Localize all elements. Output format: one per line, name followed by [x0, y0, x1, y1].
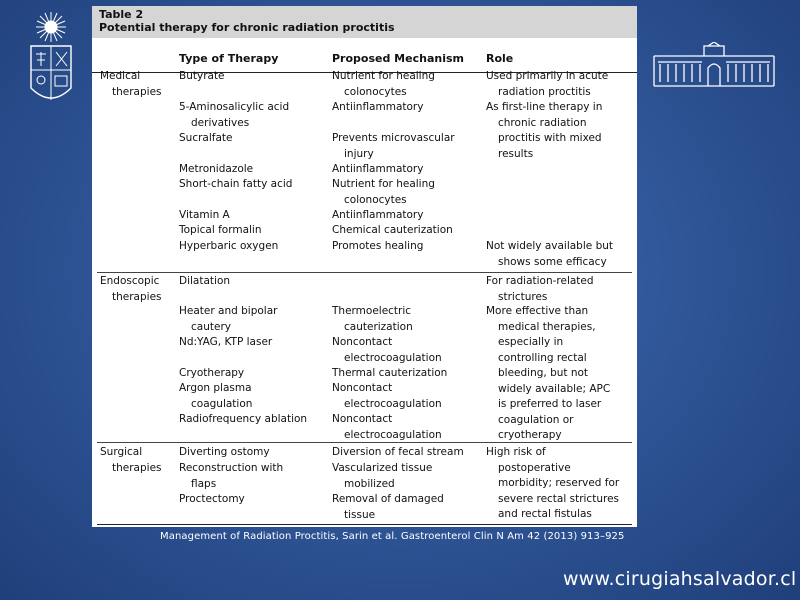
list-item: Diverting ostomy: [179, 446, 270, 458]
list-item: Butyrate: [179, 70, 225, 82]
category-surgical: Surgical therapies: [100, 446, 162, 474]
list-item: Reconstruction with flaps: [179, 462, 284, 490]
list-item: Nd:YAG, KTP laser: [179, 336, 273, 348]
list-item: Metronidazole: [179, 163, 254, 175]
list-item: Promotes healing: [332, 240, 424, 252]
list-item: Sucralfate: [179, 132, 233, 144]
list-item: Removal of damaged tissue: [332, 493, 444, 521]
table-title: Potential therapy for chronic radiation proctitis: [99, 21, 395, 34]
list-item: As first-line therapy in chronic radiation proctitis with mixed results: [486, 101, 603, 160]
list-item: Prevents microvascular injury: [332, 132, 455, 160]
source-caption: Management of Radiation Proctitis, Sarin et al. Gastroenterol Clin N Am 42 (2013) 913–925: [160, 531, 625, 542]
list-item: Antiinflammatory: [332, 209, 424, 221]
list-item: Heater and bipolar cautery: [179, 305, 278, 333]
list-item: Vitamin A: [179, 209, 230, 221]
list-item: Antiinflammatory: [332, 163, 424, 175]
list-item: More effective than medical therapies, especially in controlling rectal bleeding, but not widely available; APC is preferred to laser coagulation or cryotherapy: [486, 305, 611, 441]
header-type: Type of Therapy: [179, 52, 279, 65]
table-header-bar: [92, 6, 637, 38]
list-item: Used primarily in acute radiation proctitis: [486, 70, 609, 98]
list-item: Noncontact electrocoagulation: [332, 336, 442, 364]
group-divider: [97, 272, 632, 273]
hospital-building-logo: [652, 42, 776, 90]
list-item: For radiation-related strictures: [486, 275, 594, 303]
category-medical: Medical therapies: [100, 70, 162, 98]
list-item: Chemical cauterization: [332, 224, 453, 236]
list-item: Antiinflammatory: [332, 101, 424, 113]
list-item: Noncontact electrocoagulation: [332, 382, 442, 410]
list-item: Radiofrequency ablation: [179, 413, 308, 425]
university-crest-logo: [27, 10, 75, 110]
list-item: 5-Aminosalicylic acid derivatives: [179, 101, 290, 129]
category-endoscopic: Endoscopic therapies: [100, 275, 162, 303]
list-item: Nutrient for healing colonocytes: [332, 178, 435, 206]
table-label: Table 2: [99, 8, 144, 21]
list-item: Hyperbaric oxygen: [179, 240, 279, 252]
list-item: Thermoelectric cauterization: [332, 305, 413, 333]
list-item: Diversion of fecal stream: [332, 446, 464, 458]
website-url: www.cirugiahsalvador.cl: [563, 568, 797, 590]
list-item: Cryotherapy: [179, 367, 245, 379]
header-mechanism: Proposed Mechanism: [332, 52, 464, 65]
group-divider: [97, 442, 632, 443]
list-item: Short-chain fatty acid: [179, 178, 293, 190]
list-item: Nutrient for healing colonocytes: [332, 70, 435, 98]
header-role: Role: [486, 52, 514, 65]
list-item: High risk of postoperative morbidity; reserved for severe rectal strictures and rectal fistulas: [486, 446, 620, 520]
list-item: Vascularized tissue mobilized: [332, 462, 433, 490]
list-item: Dilatation: [179, 275, 231, 287]
list-item: Noncontact electrocoagulation: [332, 413, 442, 441]
list-item: Not widely available but shows some efficacy: [486, 240, 613, 268]
list-item: Argon plasma coagulation: [179, 382, 253, 410]
list-item: Proctectomy: [179, 493, 245, 505]
list-item: Topical formalin: [179, 224, 262, 236]
therapy-table: [92, 6, 637, 527]
list-item: Thermal cauterization: [332, 367, 448, 379]
table-bottom-rule: [97, 524, 632, 525]
